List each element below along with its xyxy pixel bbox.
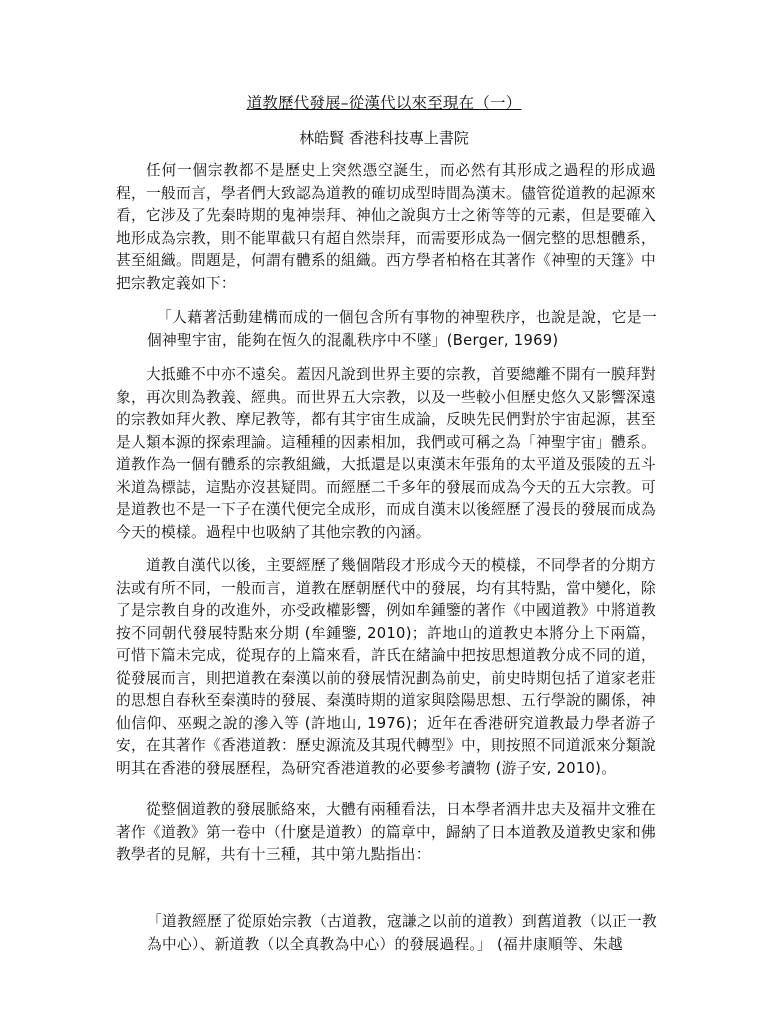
paragraph-sacred-cosmos: 大抵雖不中亦不遠矣。蓋因凡說到世界主要的宗教，首要總離不開有一膜拜對象，再次則為教義、經典。而世界五大宗教，以及一些較小但歷史悠久又影響深遠的宗教如拜火教、摩尼教等，都有其宇宙生成論，反映先民們對於宇宙起源，甚至是人類本源的探索理論。這種種的因素相加，我們或可稱之為「神聖宇宙」體系。道教作為一個有體系的宗教組織，大抵還是以東漢末年張角的太平道及張陵的五斗米道為標誌，這點亦沒甚疑問。而經歷二千多年的發展而成為今天的五大宗教。可是道教也不是一下子在漢代便完全成形，而成自漢末以後經歷了漫長的發展而成為今天的模樣。過程中也吸納了其他宗教的內涵。 — [116, 366, 656, 541]
author-line: 林皓賢 香港科技專上書院 — [299, 129, 469, 147]
quote-berger: 「人藉著活動建構而成的一個包含所有事物的神聖秩序，也說是說，它是一個神聖宇宙，能夠在恆久的混亂秩序中不墜」(Berger, 1969) — [147, 309, 657, 349]
paragraph-development-views: 從整個道教的發展脈絡來，大體有兩種看法，日本學者酒井忠夫及福井文雅在著作《道教》第一卷中（什麼是道教）的篇章中，歸納了日本道教及道教史家和佛教學者的見解，共有十三種，其中第九點指出： — [116, 801, 656, 863]
paragraph-intro: 任何一個宗教都不是歷史上突然憑空誕生，而必然有其形成之過程的形成過程，一般而言，學者們大致認為道教的確切成型時間為漢末。儘管從道教的起源來看，它涉及了先秦時期的鬼神崇拜、神仙之說與方士之術等等的元素，但是要確入地形成為宗教，則不能單截只有超自然崇拜，而需要形成為一個完整的思想體系，甚至組織。問題是，何謂有體系的組織。西方學者柏格在其著作《神聖的天篷》中把宗教定義如下： — [116, 162, 656, 292]
quote-fukui: 「道教經歷了從原始宗教（古道教，寇謙之以前的道教）到舊道教（以正一教為中心）、新道教（以全真教為中心）的發展過程。」 (福井康順等、朱越 — [147, 913, 657, 953]
paragraph-periodization: 道教自漢代以後，主要經歷了幾個階段才形成今天的模樣，不同學者的分期方法或有所不同，一般而言，道教在歷朝歷代中的發展，均有其特點，當中變化，除了是宗教自身的改進外，亦受政權影響，例如牟鍾鑒的著作《中國道教》中將道教按不同朝代發展特點來分期 (牟鍾鑒, 2010)；許地山的道教史本將分上下兩篇，可惜下篇未完成，從現存的上篇來看，許氏在緒論中把按思想道教分成不同的道，從發展而言，則把道教在秦漢以前的發展情況劃為前史，前史時期包括了道家老莊的思想自春秋至秦漢時的發展、秦漢時期的道家與陰陽思想、五行學說的關係，神仙信仰、巫覡之說的滲入等 (許地山, 1976)；近年在香港研究道教最力學者游子安，在其著作《香港道教：歷史源流及其現代轉型》中，則按照不同道派來分類說明其在香港的發展歷程，為研究香港道教的必要參考讀物 (游子安, 2010)。 — [116, 557, 656, 777]
document-title: 道教歷代發展–從漢代以來至現在（一） — [246, 94, 522, 112]
